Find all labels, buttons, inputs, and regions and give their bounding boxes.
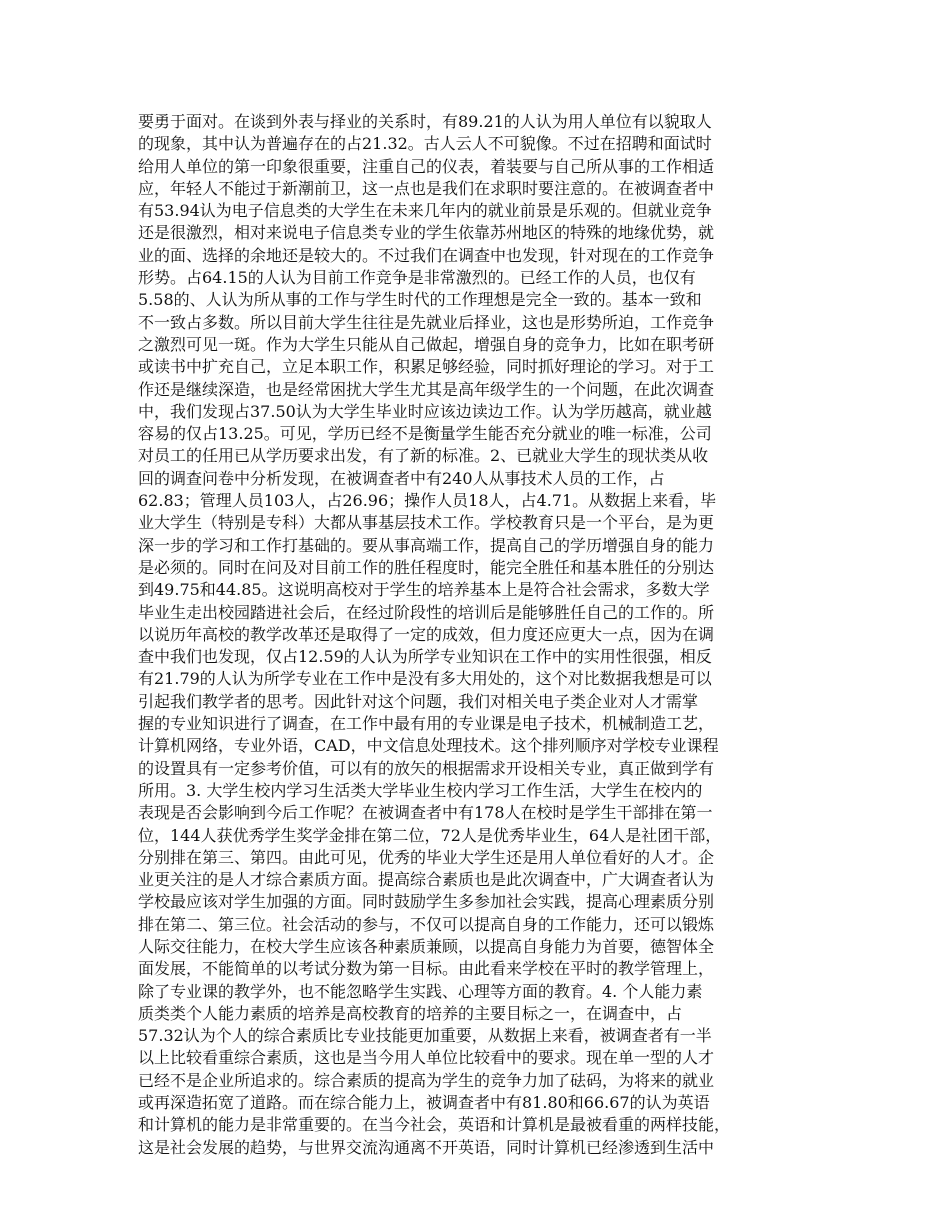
text-line: 作还是继续深造，也是经常困扰大学生尤其是高年级学生的一个问题，在此次调查: [138, 379, 715, 399]
text-line: 人际交往能力，在校大学生应该各种素质兼顾，以提高自身能力为首要，德智体全: [138, 936, 715, 956]
text-line: 回的调查问卷中分析发现，在被调查者中有240人从事技术人员的工作，占: [138, 468, 665, 488]
text-line: 表现是否会影响到今后工作呢？在被调查者中有178人在校时是学生干部排在第一: [138, 803, 713, 823]
text-line: 到49.75和44.85。这说明高校对于学生的培养基本上是符合社会需求，多数大学: [138, 580, 710, 600]
text-line: 深一步的学习和工作打基础的。要从事高端工作，提高自己的学历增强自身的能力: [138, 535, 715, 555]
text-line: 应，年轻人不能过于新潮前卫，这一点也是我们在求职时要注意的。在被调查者中: [138, 178, 715, 198]
text-line: 之激烈可见一斑。作为大学生只能从自己做起，增强自身的竞争力，比如在职考研: [138, 334, 715, 354]
text-line: 业大学生（特别是专科）大都从事基层技术工作。学校教育只是一个平台，是为更: [138, 513, 715, 533]
text-line: 查中我们也发现，仅占12.59的人认为所学专业知识在工作中的实用性很强，相反: [138, 647, 712, 667]
text-line: 62.83；管理人员103人，占26.96；操作人员18人，占4.71。从数据上来看，毕: [138, 491, 717, 511]
text-line: 57.32认为个人的综合素质比专业技能更加重要，从数据上来看，被调查者有一半: [138, 1026, 712, 1046]
text-line: 有21.79的人认为所学专业在工作中是没有多大用处的，这个对比数据我想是可以: [138, 669, 712, 689]
text-line: 不一致占多数。所以目前大学生往往是先就业后择业，这也是形势所迫，工作竞争: [138, 312, 715, 332]
text-line: 的设置具有一定参考价值，可以有的放矢的根据需求开设相关专业，真正做到学有: [138, 758, 715, 778]
text-line: 面发展，不能简单的以考试分数为第一目标。由此看来学校在平时的教学管理上，: [138, 959, 715, 979]
text-line: 以说历年高校的教学改革还是取得了一定的成效，但力度还应更大一点，因为在调: [138, 624, 715, 644]
body-text: [138, 111, 828, 1159]
text-line: 和计算机的能力是非常重要的。在当今社会，英语和计算机是最被看重的两样技能，: [138, 1115, 731, 1135]
text-line: 学校最应该对学生加强的方面。同时鼓励学生多参加社会实践，提高心理素质分别: [138, 892, 715, 912]
text-line: 容易的仅占13.25。可见，学历已经不是衡量学生能否充分就业的唯一标准，公司: [138, 424, 712, 444]
text-line: 这是社会发展的趋势，与世界交流沟通离不开英语，同时计算机已经渗透到生活中: [138, 1137, 715, 1157]
text-line: 毕业生走出校园踏进社会后，在经过阶段性的培训后是能够胜任自己的工作的。所: [138, 602, 715, 622]
text-line: 要勇于面对。在谈到外表与择业的关系时，有89.21的人认为用人单位有以貌取人: [138, 112, 712, 131]
text-line: 5.58的、人认为所从事的工作与学生时代的工作理想是完全一致的。基本一致和: [138, 290, 702, 310]
text-line: 或再深造拓宽了道路。而在综合能力上，被调查者中有81.80和66.67的认为英语: [138, 1093, 710, 1113]
text-line: 所用。3. 大学生校内学习生活类大学毕业生校内学习工作生活，大学生在校内的: [138, 780, 703, 800]
text-line: 已经不是企业所追求的。综合素质的提高为学生的竞争力加了砝码，为将来的就业: [138, 1070, 715, 1090]
text-line: 业的面、选择的余地还是较大的。不过我们在调查中也发现，针对现在的工作竞争: [138, 245, 715, 265]
text-line: 的现象，其中认为普遍存在的占21.32。古人云人不可貌像。不过在招聘和面试时: [138, 134, 712, 154]
text-line: 中，我们发现占37.50认为大学生毕业时应该边读边工作。认为学历越高，就业越: [138, 401, 712, 421]
text-line: 或读书中扩充自己，立足本职工作，积累足够经验，同时抓好理论的学习。对于工: [138, 357, 715, 377]
text-line: 引起我们教学者的思考。因此针对这个问题，我们对相关电子类企业对人才需掌: [138, 691, 699, 711]
text-line: 是必须的。同时在问及对目前工作的胜任程度时，能完全胜任和基本胜任的分别达: [138, 557, 715, 577]
text-line: 除了专业课的教学外，也不能忽略学生实践、心理等方面的教育。4. 个人能力素: [138, 981, 703, 1001]
text-line: 对员工的任用已从学历要求出发，有了新的标准。2、已就业大学生的现状类从收: [138, 446, 709, 466]
text-line: 还是很激烈，相对来说电子信息类专业的学生依靠苏州地区的特殊的地缘优势，就: [138, 223, 715, 243]
text-line: 分别排在第三、第四。由此可见，优秀的毕业大学生还是用人单位看好的人才。企: [138, 847, 715, 867]
text-line: 有53.94认为电子信息类的大学生在未来几年内的就业前景是乐观的。但就业竞争: [138, 201, 712, 221]
text-line: 质类类个人能力素质的培养是高校教育的培养的主要目标之一，在调查中，占: [138, 1003, 683, 1023]
text-line: 计算机网络，专业外语，CAD，中文信息处理技术。这个排列顺序对学校专业课程: [138, 736, 719, 756]
text-line: 给用人单位的第一印象很重要，注重自己的仪表，着装要与自己所从事的工作相适: [138, 156, 715, 176]
text-line: 以上比较看重综合素质，这也是当今用人单位比较看中的要求。现在单一型的人才: [138, 1048, 715, 1068]
text-line: 排在第二、第三位。社会活动的参与，不仅可以提高自身的工作能力，还可以锻炼: [138, 914, 715, 934]
text-line: 位，144人获优秀学生奖学金排在第二位，72人是优秀毕业生，64人是社团干部，: [138, 825, 722, 845]
text-line: 形势。占64.15的人认为目前工作竞争是非常激烈的。已经工作的人员，也仅有: [138, 268, 696, 288]
text-line: 握的专业知识进行了调查，在工作中最有用的专业课是电子技术，机械制造工艺，: [138, 714, 715, 734]
text-line: 业更关注的是人才综合素质方面。提高综合素质也是此次调查中，广大调查者认为: [138, 870, 715, 890]
